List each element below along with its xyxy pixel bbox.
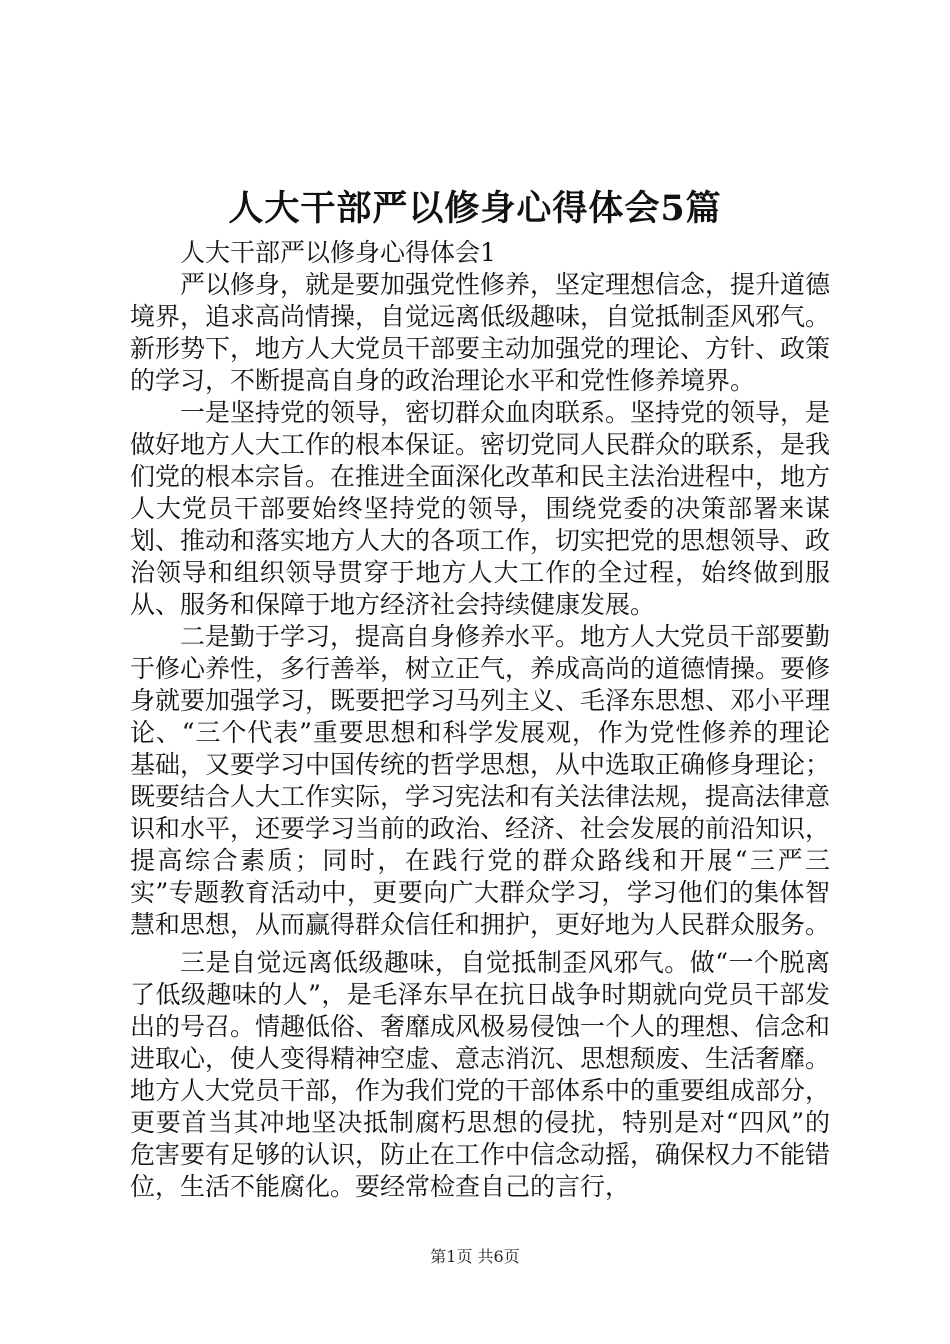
paragraph: 一是坚持党的领导，密切群众血肉联系。坚持党的领导，是做好地方人大工作的根本保证。密切党同人民群众的联系，是我们党的根本宗旨。在推进全面深化改革和民主法治进程中，地方人大党员干部要始终坚持党的领导，围绕党委的决策部署来谋划、推动和落实地方人大的各项工作，切实把党的思想领导、政治领导和组织领导贯穿于地方人大工作的全过程，始终做到服从、服务和保障于地方经济社会持续健康发展。 [130,398,831,619]
paragraph: 严以修身，就是要加强党性修养，坚定理想信念，提升道德境界，追求高尚情操，自觉远离低级趣味，自觉抵制歪风邪气。新形势下，地方人大党员干部要主动加强党的理论、方针、政策的学习，不断提高自身的政治理论水平和党性修养境界。 [130,270,831,395]
document-title: 人大干部严以修身心得体会5篇 [228,188,722,229]
paragraph: 二是勤于学习，提高自身修养水平。地方人大党员干部要勤于修心养性，多行善举，树立正气，养成高尚的道德情操。要修身就要加强学习，既要把学习马列主义、毛泽东思想、邓小平理论、“三个代表”重要思想和科学发展观，作为党性修养的理论基础，又要学习中国传统的哲学思想，从中选取正确修身理论；既要结合人大工作实际，学习宪法和有关法律法规，提高法律意识和水平，还要学习当前的政治、经济、社会发展的前沿知识，提高综合素质；同时，在践行党的群众路线和开展“三严三实”专题教育活动中，更要向广大群众学习，学习他们的集体智慧和思想，从而赢得群众信任和拥护，更好地为人民群众服务。 [130,622,831,939]
document-body [130,237,830,1203]
paragraph: 三是自觉远离低级趣味，自觉抵制歪风邪气。做“一个脱离了低级趣味的人”，是毛泽东早在抗日战争时期就向党员干部发出的号召。情趣低俗、奢靡成风极易侵蚀一个人的理想、信念和进取心，使人变得精神空虚、意志消沉、思想颓废、生活奢靡。地方人大党员干部，作为我们党的干部体系中的重要组成部分，更要首当其冲地坚决抵制腐朽思想的侵扰，特别是对“四风”的危害要有足够的认识，防止在工作中信念动摇，确保权力不能错位，生活不能腐化。要经常检查自己的言行， [130,948,831,1201]
section-heading: 人大干部严以修身心得体会1 [180,238,496,267]
page-footer: 第1页 共6页 [430,1247,520,1266]
